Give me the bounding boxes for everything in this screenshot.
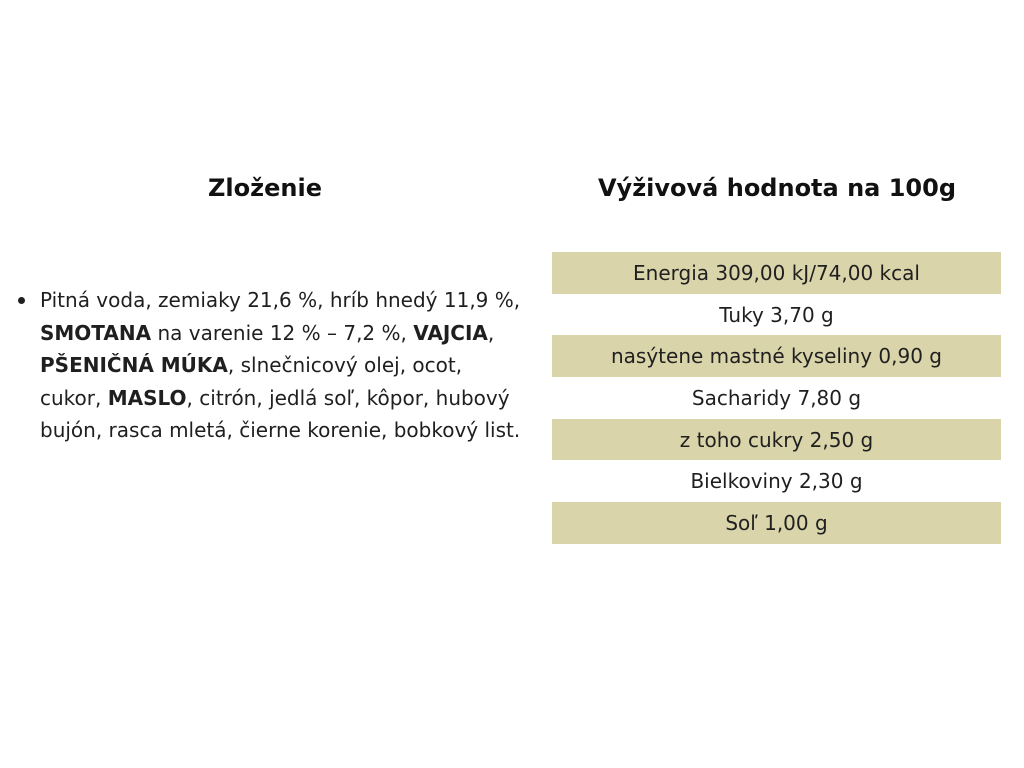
nutrition-row-carbohydrates: Sacharidy 7,80 g [691,385,862,410]
nutrition-heading: Výživová hodnota na 100g [597,174,956,202]
nutrition-row-sugars: z toho cukry 2,50 g [552,419,1001,461]
ingredient-text: , slnečnicový olej, ocot, cukor, [40,353,463,410]
ingredients-text [40,284,528,447]
bullet-icon [18,297,25,304]
allergen-smotana: SMOTANA [40,320,152,345]
allergen-maslo: MASLO [107,385,187,410]
ingredient-text: Pitná voda, zemiaky 21,6 %, hríb hnedý 11,9 %, [40,288,521,312]
nutrition-row-energy: Energia 309,00 kJ/74,00 kcal [552,252,1001,294]
nutrition-row-salt: Soľ 1,00 g [552,502,1001,544]
ingredients-list [18,284,528,447]
ingredient-text: na varenie 12 % – 7,2 %, [151,320,414,345]
nutrition-table [552,252,1001,544]
allergen-psenicna-muka: PŠENIČNÁ MÚKA [40,353,228,377]
ingredient-text: , [487,320,495,345]
nutrition-row-saturated-fat: nasýtene mastné kyseliny 0,90 g [552,335,1001,377]
nutrition-row-fat: Tuky 3,70 g [719,302,834,327]
ingredients-list-item [18,284,528,447]
nutrition-row-protein: Bielkoviny 2,30 g [690,469,863,494]
composition-heading: Zloženie [208,174,322,202]
allergen-vajcia: VAJCIA [413,320,488,345]
ingredient-text: , citrón, jedlá soľ, kôpor, hubový bujón, rasca mletá, čierne korenie, bobkový list. [40,385,521,442]
